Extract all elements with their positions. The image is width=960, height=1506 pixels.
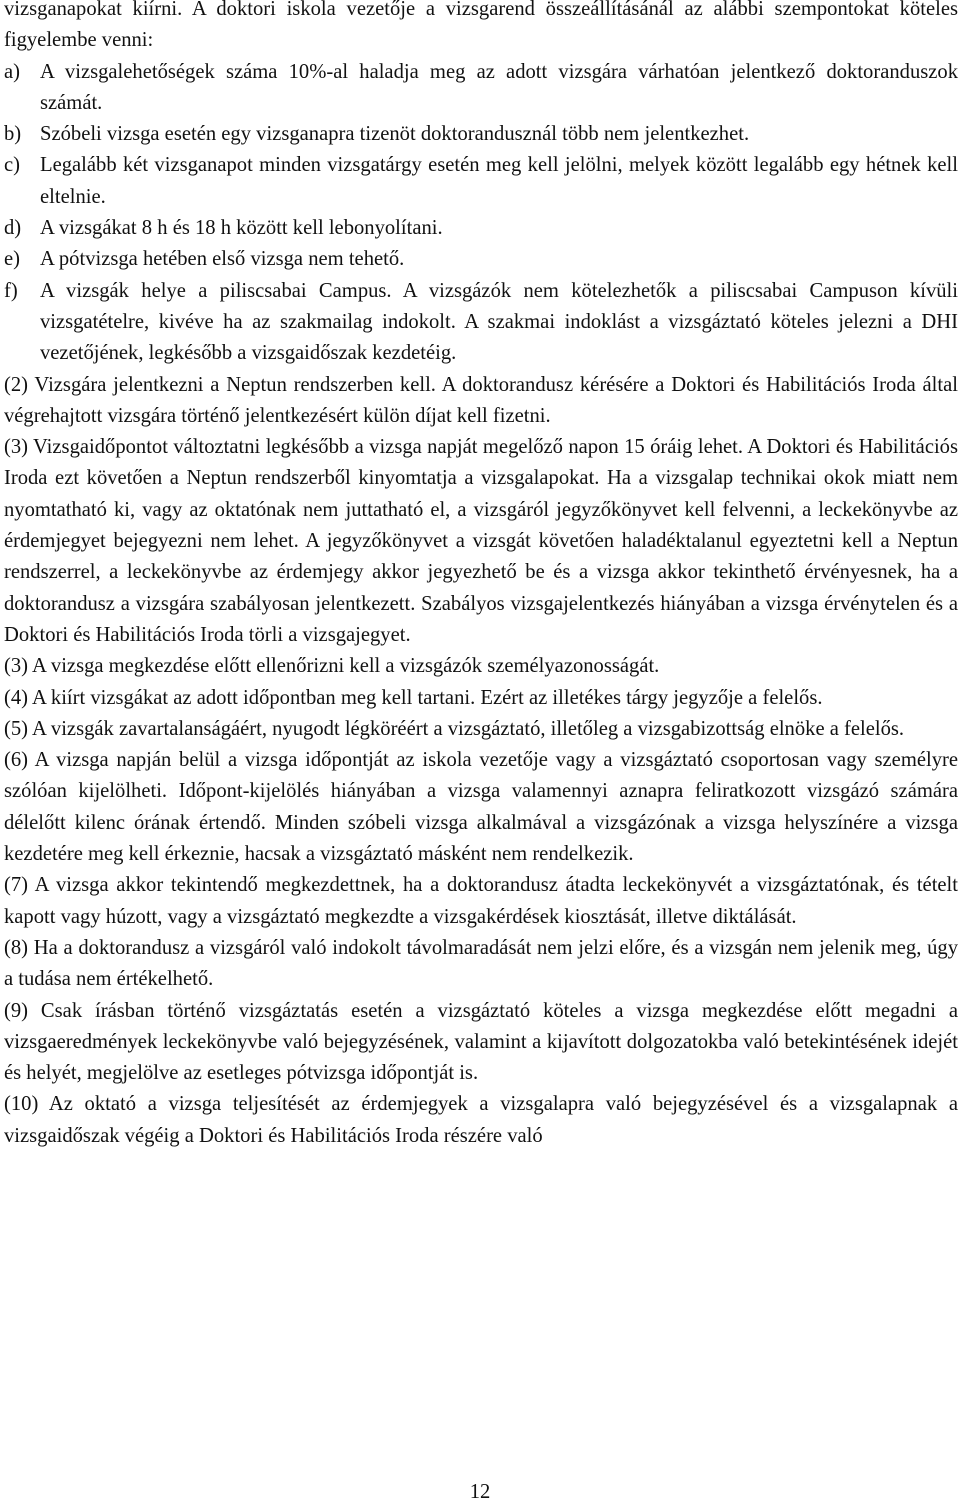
paragraph-6: (6) A vizsga napján belül a vizsga időpontját az iskola vezetője vagy a vizsgáztató csoportosan vagy személyre szólóan kijelölheti. Időpont-kijelölés hiányában a vizsga valamennyi aznapra feliratkozott vizsgázó számára délelőtt kilenc órának értendő. Minden szóbeli vizsga alkalmával a vizsgázónak a vizsga helyszínére a vizsga kezdetére meg kell érkeznie, hacsak a vizsgáztató másként nem rendelkezik. [4,749,958,866]
page-number: 12 [469,1481,491,1503]
list-item-b [4,119,958,150]
paragraph-4: (4) A kiírt vizsgákat az adott időpontban meg kell tartani. Ezért az illetékes tárgy jegyzője a felelős. [4,686,823,709]
list-label: d) [4,217,22,240]
list-item-e [4,244,958,275]
intro-paragraph: vizsganapokat kiírni. A doktori iskola vezetője a vizsgarend összeállításánál az alábbi szempontokat köteles figyelembe venni: [4,0,958,52]
list-item-a [4,57,958,120]
paragraph-9: (9) Csak írásban történő vizsgáztatás esetén a vizsgáztató köteles a vizsga megkezdése előtt megadni a vizsgaeredmények leckekönyvbe való bejegyzésének, valamint a kijavított dolgozatokba való betekintésének idejét és helyét, megjelölve az esetleges pótvizsga időpontját is. [4,999,958,1085]
paragraph-5: (5) A vizsgák zavartalanságáért, nyugodt légköréért a vizsgáztató, illetőleg a vizsgabizottság elnöke a felelős. [4,717,905,740]
list-text: A vizsgákat 8 h és 18 h között kell lebonyolítani. [40,217,443,240]
paragraph-10: (10) Az oktató a vizsga teljesítését az érdemjegyek a vizsgalapra való bejegyzésével és a vizsgalapnak a vizsgaidőszak végéig a Doktori és Habilitációs Iroda részére való [4,1093,958,1147]
paragraph-2: (2) Vizsgára jelentkezni a Neptun rendszerben kell. A doktorandusz kérésére a Doktori és Habilitációs Iroda által végrehajtott vizsgára történő jelentkezésért külön díjat kell fizetni. [4,373,958,427]
document-body [4,0,958,1152]
list-label: a) [4,60,20,83]
paragraph-7: (7) A vizsga akkor tekintendő megkezdettnek, ha a doktorandusz átadta leckekönyvét a vizsgáztatónak, és tételt kapott vagy húzott, vagy a vizsgáztató megkezdte a vizsgakérdések kiosztását, illetve diktálását. [4,874,958,928]
list-item-f [4,276,958,370]
list-text: Szóbeli vizsga esetén egy vizsganapra tizenöt doktorandusznál több nem jelentkezhet. [40,123,750,146]
list-item-d [4,213,958,244]
list-text: A vizsgalehetőségek száma 10%-al haladja meg az adott vizsgára várhatóan jelentkező doktoranduszok számát. [40,60,958,114]
list-label: b) [4,123,22,146]
list-text: A pótvizsga hetében első vizsga nem tehető. [40,248,405,271]
list-label: f) [4,279,18,302]
list-text: Legalább két vizsganapot minden vizsgatárgy esetén meg kell jelölni, melyek között legalább egy hétnek kell eltelnie. [40,154,958,208]
list-label: e) [4,248,20,271]
paragraph-3-identity: (3) A vizsga megkezdése előtt ellenőrizni kell a vizsgázók személyazonosságát. [4,655,660,678]
list-label: c) [4,154,20,177]
list-item-c [4,150,958,213]
paragraph-8: (8) Ha a doktorandusz a vizsgáról való indokolt távolmaradását nem jelzi előre, és a vizsgán nem jelenik meg, úgy a tudása nem értékelhető. [4,936,958,991]
list-text: A vizsgák helye a piliscsabai Campus. A vizsgázók nem kötelezhetők a piliscsabai Campuson kívüli vizsgatételre, kivéve ha az szakmailag indokolt. A szakmai indoklást a vizsgáztató köteles jelezni a DHI vezetőjének, legkésőbb a vizsgaidőszak kezdetéig. [40,279,958,365]
paragraph-3-modification: (3) Vizsgaidőpontot változtatni legkésőbb a vizsga napját megelőző napon 15 óráig lehet. A Doktori és Habilitációs Iroda ezt követően a Neptun rendszerből kinyomtatja a vizsgalapokat. Ha a vizsgalap technikai okok miatt nem nyomtatható ki, vagy az oktatónak nem juttatható el, a vizsgáról jegyzőkönyvet kell felvenni, a leckekönyvbe az érdemjegyet bejegyezni nem lehet. A jegyzőkönyvet a vizsgát követően haladéktalanul egyeztetni kell a Neptun rendszerrel, a leckekönyvbe az érdemjegy akkor jegyezhető be és a vizsga akkor tekinthető érvényesnek, ha a doktorandusz a vizsgára szabályosan jelentkezett. Szabályos vizsgajelentkezés hiányában a vizsga érvénytelen és a Doktori és Habilitációs Iroda törli a vizsgajegyet. [4,436,958,646]
